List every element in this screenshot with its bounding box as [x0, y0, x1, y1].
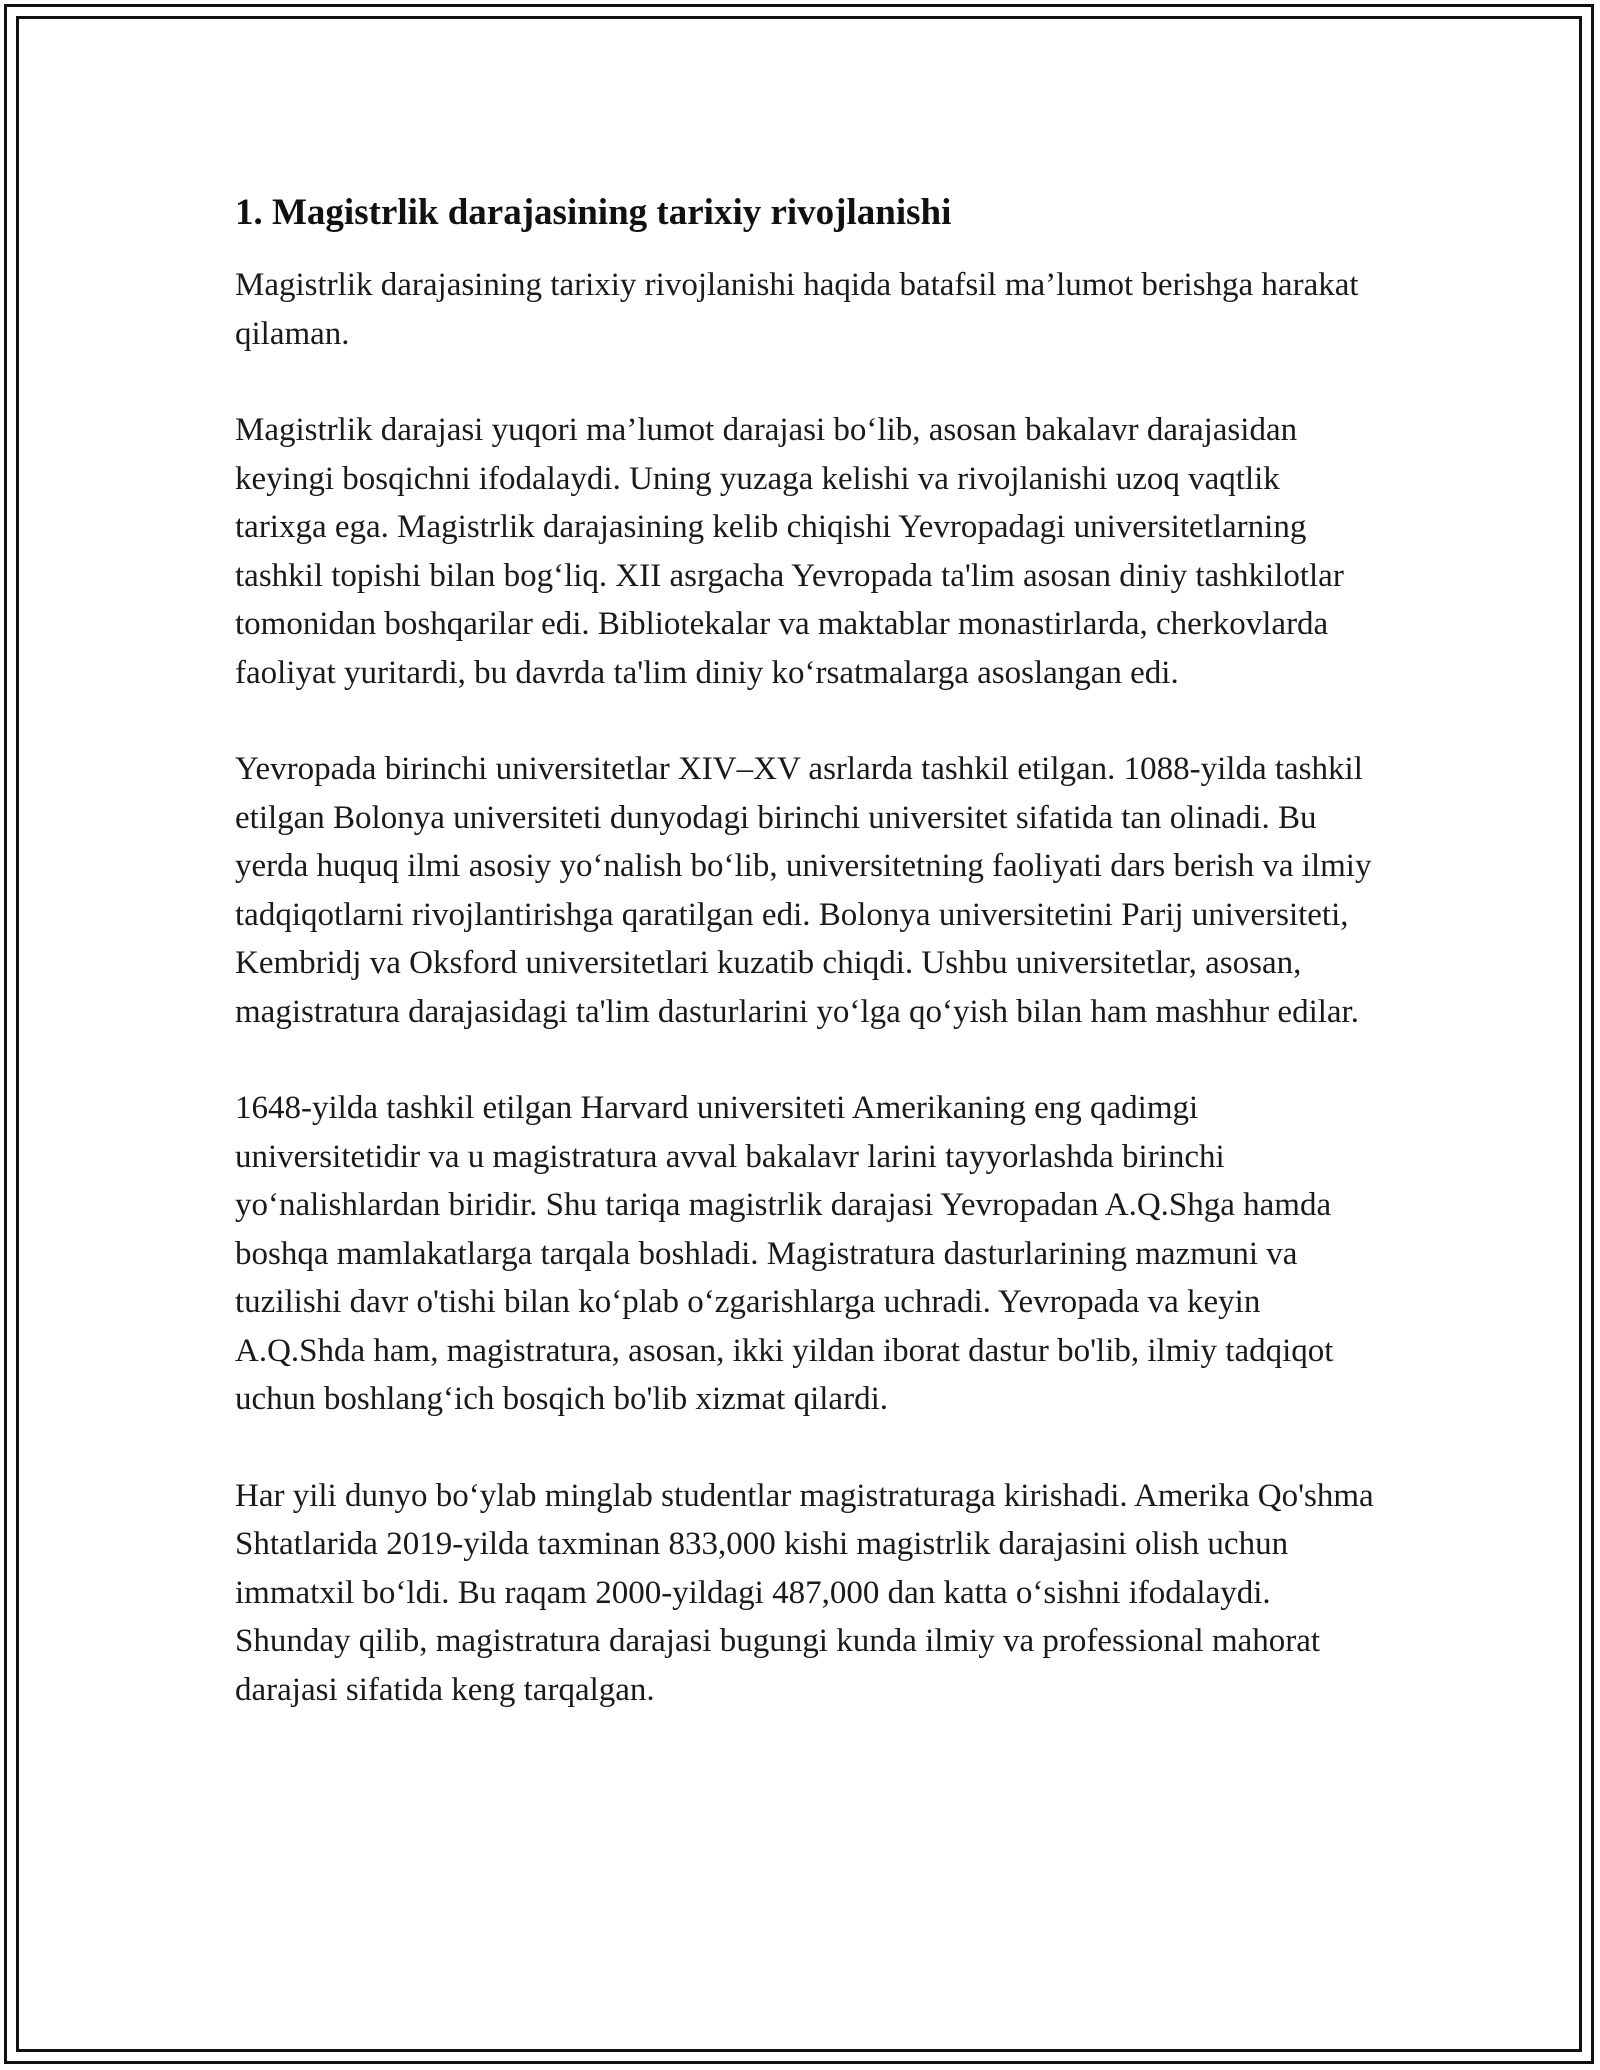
paragraph-statistics: Har yili dunyo bo‘ylab minglab studentlar magistraturaga kirishadi. Amerika Qo'shma Shtatlarida 2019-yilda taxminan 833,000 kishi magistrlik darajasini olish uchun immatxil bo‘ldi. Bu raqam 2000-yildagi 487,000 dan katta o‘sishni ifodalaydi. Shunday qilib, magistratura darajasi bugungi kunda ilmiy va professional mahorat darajasi sifatida keng tarqalgan. [235, 1477, 1374, 1708]
paragraph-harvard: 1648-yilda tashkil etilgan Harvard universiteti Amerikaning eng qadimgi universitetidir va u magistratura avval bakalavr larini tayyorlashda birinchi yo‘nalishlardan biridir. Shu tariqa magistrlik darajasi Yevropadan A.Q.Shga hamda boshqa mamlakatlarga tarqala boshladi. Magistratura dasturlarining mazmuni va tuzilishi davr o'tishi bilan ko‘plab o‘zgarishlarga uchradi. Yevropada va keyin A.Q.Shda ham, magistratura, asosan, ikki yildan iborat dastur bo'lib, ilmiy tadqiqot uchun boshlang‘ich bosqich bo'lib xizmat qilardi. [235, 1090, 1334, 1417]
document-body [235, 188, 1375, 1714]
paragraph-first-universities: Yevropada birinchi universitetlar XIV–XV asrlarda tashkil etilgan. 1088-yilda tashkil etilgan Bolonya universiteti dunyodagi birinchi universitet sifatida tan olinadi. Bu yerda huquq ilmi asosiy yo‘nalish bo‘lib, universitetning faoliyati dars berish va ilmiy tadqiqotlarni rivojlantirishga qaratilgan edi. Bolonya universitetini Parij universiteti, Kembridj va Oksford universitetlari kuzatib chiqdi. Ushbu universitetlar, asosan, magistratura darajasidagi ta'lim dasturlarini yo‘lga qo‘yish bilan ham mashhur edilar. [235, 751, 1372, 1030]
section-heading: 1. Magistrlik darajasining tarixiy rivojlanishi [235, 192, 952, 233]
paragraph-intro: Magistrlik darajasining tarixiy rivojlanishi haqida batafsil ma’lumot berishga harakat qilaman. [235, 267, 1359, 352]
paragraph-origins: Magistrlik darajasi yuqori ma’lumot darajasi bo‘lib, asosan bakalavr darajasidan keyingi bosqichni ifodalaydi. Uning yuzaga kelishi va rivojlanishi uzoq vaqtlik tarixga ega. Magistrlik darajasining kelib chiqishi Yevropadagi universitetlarning tashkil topishi bilan bog‘liq. XII asrgacha Yevropada ta'lim asosan diniy tashkilotlar tomonidan boshqarilar edi. Bibliotekalar va maktablar monastirlarda, cherkovlarda faoliyat yuritardi, bu davrda ta'lim diniy ko‘rsatmalarga asoslangan edi. [235, 412, 1344, 691]
